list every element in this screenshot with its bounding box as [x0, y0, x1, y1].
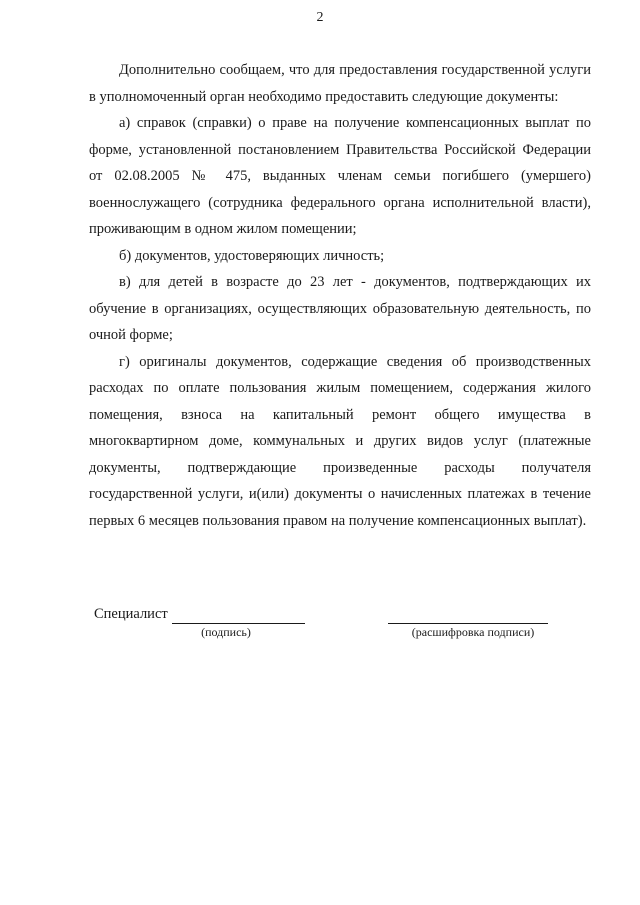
page-number: 2: [316, 10, 324, 25]
list-item-v: в) для детей в возрасте до 23 лет - документов, подтверждающих их обучение в организациях, осуществляющих образовательную деятельность, по очной форме;: [89, 274, 591, 343]
specialist-label: Специалист: [94, 606, 168, 622]
letter-body: [89, 57, 591, 534]
list-item-g: г) оригиналы документов, содержащие сведения об производственных расходах по оплате пользования жилым помещением, содержания жилого помещения, взноса на капитальный ремонт общего имущества в многоквартирном доме, коммунальных и других видов услуг (платежные документы, подтверждающие произведенные расходы получателя государственной услуги, и(или) документы о начисленных платежах в течение первых 6 месяцев пользования правом на получение компенсационных выплат).: [89, 353, 591, 529]
signature-decode-line: [388, 623, 548, 624]
signature-block: [0, 602, 640, 652]
intro-paragraph: Дополнительно сообщаем, что для предоставления государственной услуги в уполномоченный орган необходимо предоставить следующие документы:: [89, 62, 591, 105]
list-item-a: а) справок (справки) о праве на получение компенсационных выплат по форме, установленной постановлением Правительства Российской Федерации от 02.08.2005 № 475, выданных членам семьи погибшего (умершего) военнослужащего (сотрудника федерального органа исполнительной власти), проживающим в одном жилом помещении;: [89, 115, 591, 237]
signature-decode-caption: (расшифровка подписи): [411, 625, 535, 639]
signature-caption: (подпись): [201, 625, 251, 639]
list-item-b: б) документов, удостоверяющих личность;: [119, 247, 385, 264]
signature-line: [172, 623, 305, 624]
